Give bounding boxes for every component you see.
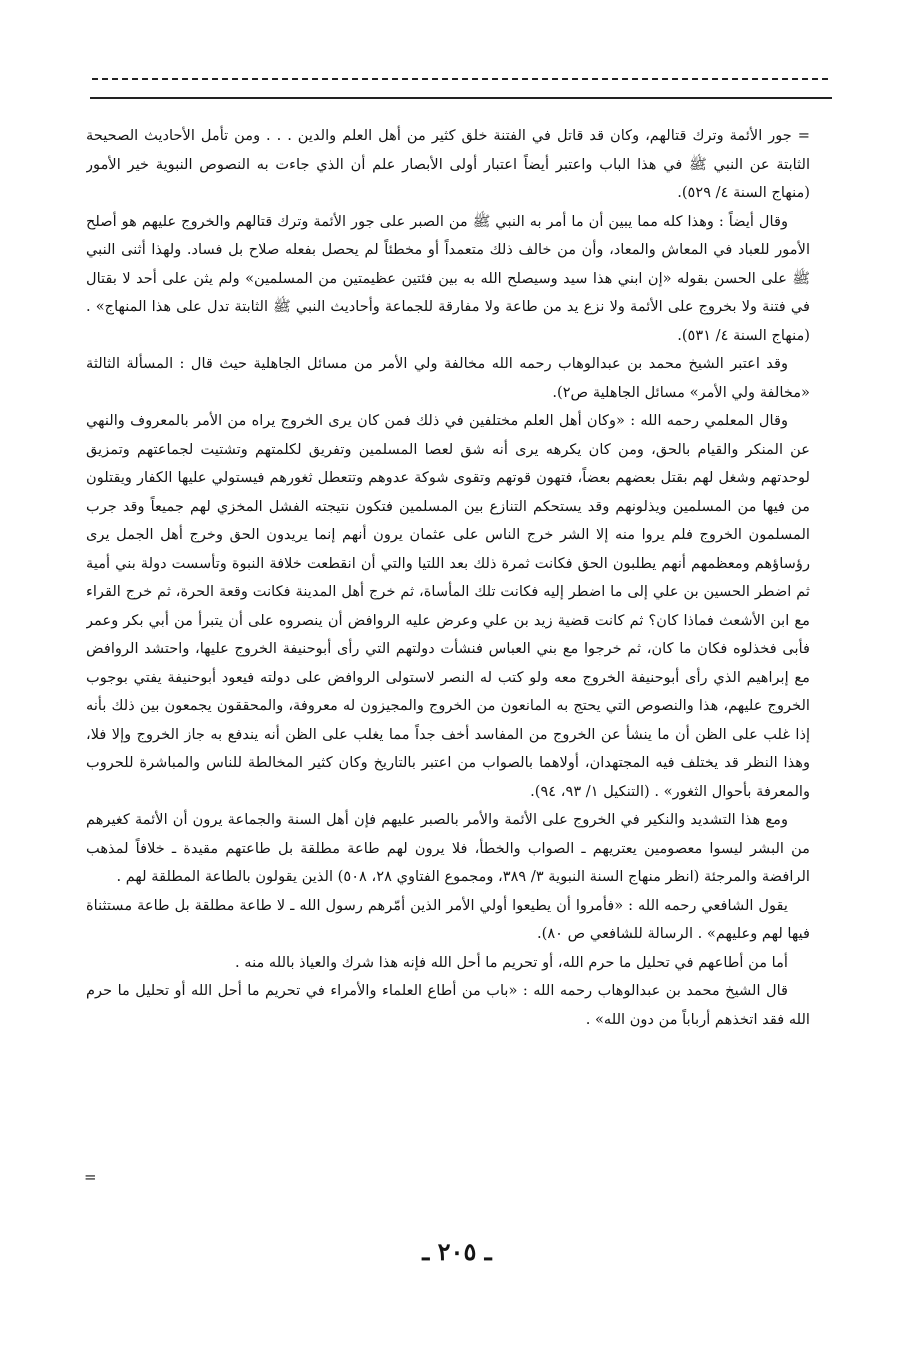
- paragraph: وقال المعلمي رحمه الله : «وكان أهل العلم مختلفين في ذلك فمن كان يرى الخروج يراه من الأمر بالمعروف والنهي عن المنكر والقيام بالحق، ومن كان يكرهه يرى أنه شق لعصا المسلمين وتفريق لكلمتهم وتشتيت لجماعتهم وتمزيق لوحدتهم وشغل لهم بقتل بعضهم بعضاً، فتهون قوتهم وتقوى شوكة عدوهم وتتعطل ثغورهم فيستولي عليها الكفار ويقتلون من فيها من المسلمين ويذلونهم وقد يستحكم التنازع بين المسلمين فتكون نتيجته الفشل المخزي لهم جميعاً وقد جرب المسلمون الخروج فلم يروا منه إلا الشر خرج الناس على عثمان يرون أنهم إنما يريدون الحق وخرج أهل الجمل يرى رؤساؤهم ومعظمهم أنهم يطلبون الحق فكانت ثمرة ذلك بعد اللتيا والتي أن انقطعت خلافة النبوة وتأسست دولة بني أمية ثم اضطر الحسين بن علي إلى ما اضطر إليه فكانت تلك المأساة، ثم خرج أهل المدينة فكانت وقعة الحرة، ثم خرج القراء مع ابن الأشعث فماذا كان؟ ثم كانت قضية زيد بن علي وعرض عليه الروافض أن ينصروه على أن يتبرأ من أبي بكر وعمر فأبى فخذلوه فكان ما كان، ثم خرجوا مع بني العباس فنشأت دولتهم التي رأى أبوحنيفة الخروج عليها، واحتشد الروافض مع إبراهيم الذي رأى أبوحنيفة الخروج معه ولو كتب له النصر لاستولى الروافض على دولته فيعود أبوحنيفة يفتي بوجوب الخروج عليهم، هذا والنصوص التي يحتج به المانعون من الخروج والمجيزون له معروفة، والمحققون يجمعون بين ذلك بأنه إذا غلب على الظن أن ما ينشأ عن الخروج من المفاسد أخف جداً مما يغلب على الظن أنه يندفع به جاز الخروج وإلا فلا، وهذا النظر قد يختلف فيه المجتهدان، أولاهما بالصواب من اعتبر بالتاريخ وكان كثير المخالطة للناس والمباشرة للحروب والمعرفة بأحوال الثغور» . (التنكيل ١/ ٩٣، ٩٤).: [86, 412, 810, 800]
- paragraph: وقال أيضاً : وهذا كله مما يبين أن ما أمر به النبي ﷺ من الصبر على جور الأئمة وترك قتالهم والخروج عليهم هو أصلح الأمور للعباد في المعاش والمعاد، وأن من خالف ذلك متعمداً أو مخطئاً لم يحصل بفعله صلاح بل فساد. ولهذا أثنى النبي ﷺ على الحسن بقوله «إن ابني هذا سيد وسيصلح الله به بين فئتين عظيمتين من المسلمين» ولم يثن على أحد لا بقتال في فتنة ولا بخروج على الأئمة ولا نزع يد من طاعة ولا مفارقة للجماعة وأحاديث النبي ﷺ الثابتة تدل على هذا المنهاج» . (منهاج السنة ٤/ ٥٣١).: [86, 212, 810, 344]
- paragraph: ومع هذا التشديد والنكير في الخروج على الأئمة والأمر بالصبر عليهم فإن أهل السنة والجماعة يرون أن الأئمة كغيرهم من البشر ليسوا معصومين يعتريهم ـ الصواب والخطأ، فلا يرون لهم طاعة مطلقة بل طاعتهم مقيدة ـ خلافاً لمذهب الرافضة والمرجئة (انظر منهاج السنة النبوية ٣/ ٣٨٩، ومجموع الفتاوي ٢٨، ٥٠٨) الذين يقولون بالطاعة المطلقة لهم .: [86, 811, 810, 885]
- page-body-text: [86, 122, 810, 1202]
- page-number: ـ ٢٠٥ ـ: [422, 1237, 492, 1266]
- paragraph: وقد اعتبر الشيخ محمد بن عبدالوهاب رحمه الله مخالفة ولي الأمر من مسائل الجاهلية حيث قال : المسألة الثالثة «مخالفة ولي الأمر» مسائل الجاهلية ص٢).: [86, 355, 810, 401]
- continuation-mark: =: [84, 1168, 97, 1186]
- paragraph: قال الشيخ محمد بن عبدالوهاب رحمه الله : «باب من أطاع العلماء والأمراء في تحريم ما أحل الله أو تحليل ما حرم الله فقد اتخذهم أرباباً من دون الله» .: [86, 982, 810, 1028]
- paragraph: = جور الأئمة وترك قتالهم، وكان قد قاتل في الفتنة خلق كثير من أهل العلم والدين . . . ومن تأمل الأحاديث الصحيحة الثابتة عن النبي ﷺ في هذا الباب واعتبر أيضاً اعتبار أولى الأبصار علم أن الذي جاءت به النصوص النبوية خير الأمور (منهاج السنة ٤/ ٥٢٩).: [86, 127, 810, 201]
- paragraph: يقول الشافعي رحمه الله : «فأمروا أن يطيعوا أولي الأمر الذين أمّرهم رسول الله ـ لا طاعة مطلقة بل طاعة مستثناة فيها لهم وعليهم» . الرسالة للشافعي ص ٨٠).: [86, 896, 810, 942]
- header-solid-rule: [90, 97, 832, 99]
- paragraph: أما من أطاعهم في تحليل ما حرم الله، أو تحريم ما أحل الله فإنه هذا شرك والعياذ بالله منه .: [234, 953, 788, 971]
- header-dashed-rule: [92, 78, 828, 80]
